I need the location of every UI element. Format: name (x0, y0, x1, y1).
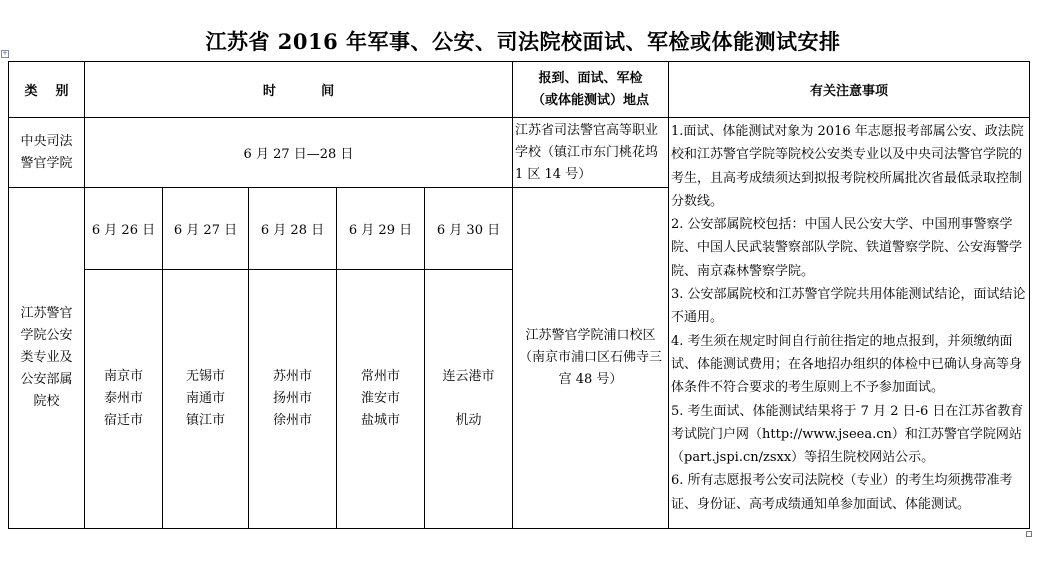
row2-category: 江苏警官 学院公安 类专业及 公安部属 院校 (9, 188, 85, 529)
page-title: 江苏省 2016 年军事、公安、司法院校面试、军检或体能测试安排 (205, 29, 841, 54)
header-notes: 有关注意事项 (669, 62, 1030, 118)
row2-location: 江苏警官学院浦口校区（南京市浦口区石佛寺三宫 48 号） (513, 188, 669, 529)
city-cell: 无锡市 南通市 镇江市 (163, 270, 249, 529)
row1-location: 江苏省司法警官高等职业学校（镇江市东门桃花坞 1 区 14 号） (513, 118, 669, 188)
date-cell: 6 月 26 日 (85, 188, 163, 270)
city-cell: 南京市 泰州市 宿迁市 (85, 270, 163, 529)
header-time: 时 间 (85, 62, 513, 118)
note-item: 3. 公安部属院校和江苏警官学院共用体能测试结论，面试结论不通用。 (671, 287, 1026, 326)
city-cell: 连云港市 机动 (425, 270, 513, 529)
date-cell: 6 月 27 日 (163, 188, 249, 270)
note-item: 1.面试、体能测试对象为 2016 年志愿报考部属公安、政法院校和江苏警官学院等院校公安类专业以及中央司法警官学院的考生，且高考成绩须达到拟报考院校所属批次省最低录取控制分数线。 (671, 124, 1024, 209)
table-resize-handle-icon[interactable] (1026, 531, 1032, 537)
row1-time: 6 月 27 日—28 日 (85, 118, 513, 188)
note-item: 2. 公安部属院校包括：中国人民公安大学、中国刑事警察学院、中国人民武装警察部队学院、铁道警察学院、公安海警学院、南京森林警察学院。 (671, 217, 1023, 279)
notes-cell (669, 118, 1030, 529)
header-row (9, 62, 1030, 118)
note-item: 4. 考生须在规定时间自行前往指定的地点报到，并须缴纳面试、体能测试费用；在各地招办组织的体检中已确认身高等身体条件不符合要求的考生原则上不予参加面试。 (671, 333, 1023, 396)
date-cell: 6 月 28 日 (249, 188, 337, 270)
city-cell: 常州市 淮安市 盐城市 (337, 270, 425, 529)
row1-category: 中央司法 警官学院 (9, 118, 85, 188)
note-item: 6. 所有志愿报考公安司法院校（专业）的考生均须携带准考证、身份证、高考成绩通知单参加面试、体能测试。 (671, 473, 1013, 512)
table-row (9, 118, 1030, 188)
schedule-table (8, 61, 1030, 529)
date-cell: 6 月 30 日 (425, 188, 513, 270)
note-item: 5. 考生面试、体能测试结果将于 7 月 2 日-6 日在江苏省教育考试院门户网（http://www.jseea.cn）和江苏警官学院网站（part.jspi.cn/zsxx）等招生院校网站公示。 (671, 403, 1024, 466)
header-location: 报到、面试、军检 （或体能测试）地点 (513, 62, 669, 118)
table-move-handle-icon[interactable]: + (2, 50, 8, 57)
header-category: 类 别 (9, 62, 85, 118)
date-cell: 6 月 29 日 (337, 188, 425, 270)
city-cell: 苏州市 扬州市 徐州市 (249, 270, 337, 529)
